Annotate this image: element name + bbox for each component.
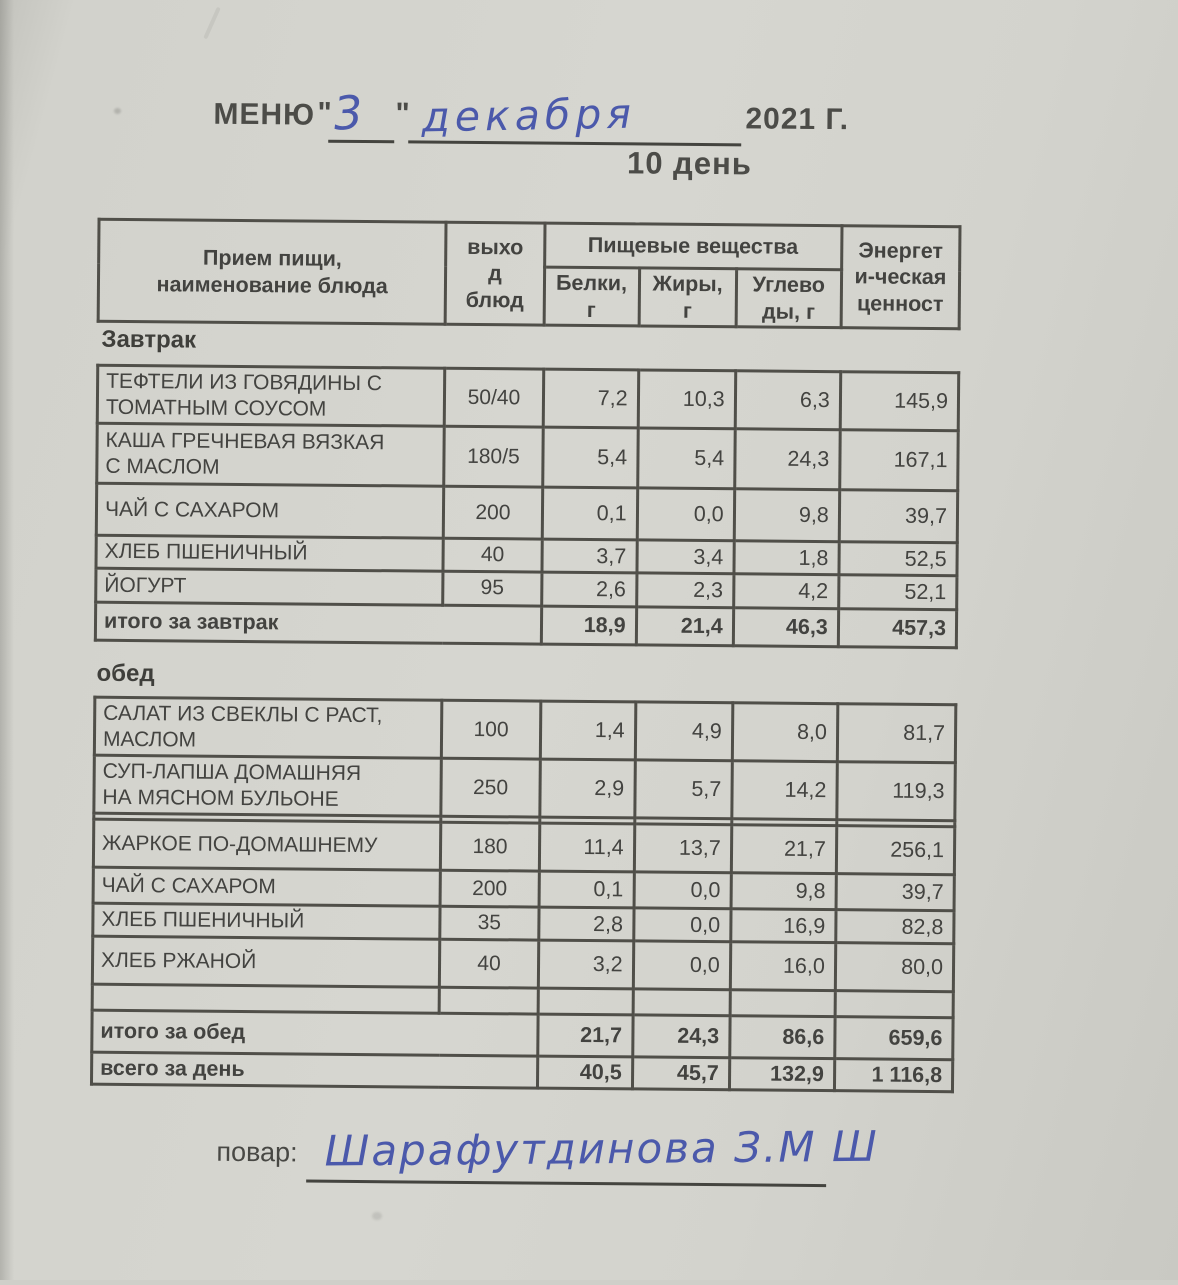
dish-output-cell: 50/40 [445, 368, 544, 427]
year-label: 2021 Г. [745, 102, 850, 137]
protein-cell: 5,4 [542, 427, 638, 488]
empty-cell [730, 990, 835, 1017]
energy-cell: 39,7 [839, 490, 958, 543]
dish-output-cell: 95 [443, 571, 541, 606]
protein-cell: 2,9 [539, 759, 635, 818]
carbs-cell: 6,3 [735, 371, 841, 430]
dish-row [94, 755, 955, 821]
col-header-carbs: Углево ды, г [736, 269, 842, 328]
fat-cell: 0,0 [637, 488, 735, 541]
energy-cell: 52,5 [839, 542, 957, 576]
subtotal-row [95, 602, 956, 648]
protein-cell: 0,1 [539, 872, 634, 909]
energy-cell: 167,1 [840, 430, 959, 491]
dish-name-cell: ЧАЙ С САХАРОМ [96, 483, 444, 538]
protein-cell: 11,4 [539, 824, 635, 873]
protein-cell: 2,6 [541, 572, 636, 607]
menu-table-header [97, 218, 962, 331]
carbs-cell: 9,8 [731, 873, 836, 910]
fat-cell: 10,3 [638, 370, 736, 429]
energy-cell: 119,3 [837, 762, 956, 821]
energy-cell: 145,9 [840, 372, 959, 431]
fat-cell: 4,9 [635, 702, 733, 761]
dish-name-cell: ХЛЕБ ПШЕНИЧНЫЙ [96, 535, 444, 571]
carbs-cell: 16,9 [730, 909, 835, 943]
carbs-cell: 4,2 [733, 574, 838, 609]
subtotal-row-label-cell: итого за обед [92, 1010, 538, 1056]
fat-cell: 24,3 [632, 1015, 729, 1058]
col-header-protein: Белки, г [544, 267, 640, 326]
energy-cell: 81,7 [837, 704, 956, 763]
carbs-cell: 16,0 [730, 942, 836, 991]
section-label-breakfast: Завтрак [101, 325, 197, 354]
subtotal-row-label-cell: итого за завтрак [95, 602, 541, 644]
dish-row [92, 936, 953, 992]
fat-cell: 2,3 [636, 573, 733, 608]
col-header-meal: Прием пищи, наименование блюда [98, 219, 446, 324]
dish-row [96, 483, 957, 543]
open-quote: " [317, 96, 332, 130]
scan-speck [114, 108, 121, 114]
energy-cell: 52,1 [838, 575, 956, 610]
col-header-energy: Энергет и-ческая ценност [841, 226, 960, 329]
carbs-cell: 21,7 [731, 825, 837, 874]
dish-output-cell: 200 [440, 871, 538, 908]
protein-cell: 21,7 [537, 1014, 632, 1057]
fat-cell: 5,7 [634, 760, 732, 819]
fat-cell: 0,0 [633, 941, 731, 990]
handwritten-month: декабря [421, 89, 637, 142]
empty-cell [633, 989, 730, 1016]
grand-total-row [91, 1052, 952, 1092]
menu-title: МЕНЮ [213, 97, 316, 132]
dish-name-cell: ЙОГУРТ [96, 568, 444, 605]
cook-label: повар: [216, 1136, 298, 1168]
close-quote: " [395, 97, 410, 131]
fat-cell: 21,4 [636, 607, 733, 646]
dish-output-cell: 35 [440, 907, 538, 940]
dish-name-cell: ТЕФТЕЛИ ИЗ ГОВЯДИНЫ С ТОМАТНЫМ СОУСОМ [97, 365, 445, 426]
fat-cell: 45,7 [632, 1057, 729, 1090]
dish-name-cell: ЧАЙ С САХАРОМ [93, 868, 441, 907]
protein-cell: 3,2 [538, 940, 634, 989]
dish-name-cell: ХЛЕБ РЖАНОЙ [92, 936, 440, 987]
protein-cell: 3,7 [541, 539, 636, 572]
dish-output-cell: 200 [444, 486, 543, 539]
carbs-cell: 8,0 [732, 703, 838, 762]
empty-cell [440, 987, 538, 1014]
fat-cell: 3,4 [637, 540, 734, 573]
fat-cell: 5,4 [637, 428, 735, 489]
dish-name-cell: ЖАРКОЕ ПО-ДОМАШНЕМУ [93, 820, 441, 871]
protein-cell: 1,4 [540, 701, 636, 760]
day-number-label: 10 день [626, 145, 752, 182]
carbs-cell: 132,9 [729, 1058, 834, 1091]
dish-row [93, 820, 954, 876]
dish-name-cell: САЛАТ ИЗ СВЕКЛЫ С РАСТ, МАСЛОМ [94, 697, 442, 758]
handwritten-day: 3 [331, 85, 365, 141]
dish-output-cell: 40 [440, 939, 539, 988]
fat-cell: 0,0 [634, 872, 731, 909]
protein-cell: 0,1 [542, 487, 638, 540]
dish-name-cell: СУП-ЛАПША ДОМАШНЯЯ НА МЯСНОМ БУЛЬОНЕ [94, 755, 442, 816]
energy-cell: 659,6 [835, 1017, 954, 1060]
protein-cell: 18,9 [541, 606, 636, 645]
dish-row [97, 365, 958, 431]
col-header-output: выхо д блюд [446, 222, 545, 325]
carbs-cell: 86,6 [729, 1016, 834, 1059]
dish-name-cell: КАША ГРЕЧНЕВАЯ ВЯЗКАЯ С МАСЛОМ [97, 423, 445, 486]
dish-output-cell: 100 [442, 700, 541, 759]
carbs-cell: 46,3 [733, 608, 838, 647]
dish-output-cell: 250 [441, 758, 540, 817]
empty-cell [92, 984, 440, 1013]
protein-cell: 2,8 [538, 908, 633, 941]
empty-cell [538, 988, 633, 1015]
carbs-cell: 24,3 [734, 429, 840, 490]
dish-output-cell: 180 [441, 823, 540, 872]
col-header-nutrients-group: Пищевые вещества [544, 223, 842, 270]
protein-cell: 40,5 [537, 1056, 632, 1089]
dish-name-cell: ХЛЕБ ПШЕНИЧНЫЙ [93, 904, 441, 940]
fat-cell: 0,0 [633, 908, 730, 941]
energy-cell: 39,7 [836, 874, 954, 911]
energy-cell: 82,8 [836, 910, 954, 944]
col-header-fat: Жиры, г [639, 268, 737, 327]
subtotal-row [92, 1010, 953, 1060]
energy-cell: 1 116,8 [834, 1059, 952, 1092]
breakfast-table [94, 364, 960, 649]
protein-cell: 7,2 [543, 369, 639, 428]
dish-row [94, 697, 955, 763]
empty-cell [835, 991, 953, 1018]
carbs-cell: 14,2 [732, 761, 838, 820]
energy-cell: 256,1 [836, 826, 955, 875]
fat-cell: 13,7 [634, 824, 732, 873]
section-label-lunch: обед [96, 659, 155, 688]
lunch-table [90, 696, 957, 1094]
scan-speck [372, 1212, 382, 1220]
grand-total-row-label-cell: всего за день [91, 1052, 537, 1088]
carbs-cell: 1,8 [734, 541, 839, 575]
energy-cell: 80,0 [835, 943, 954, 992]
carbs-cell: 9,8 [734, 489, 840, 542]
dish-output-cell: 180/5 [444, 426, 543, 487]
cook-signature: Шарафутдинова З.М Ш [324, 1121, 880, 1176]
dish-row [97, 423, 958, 491]
dish-output-cell: 40 [443, 538, 541, 571]
energy-cell: 457,3 [838, 609, 956, 648]
